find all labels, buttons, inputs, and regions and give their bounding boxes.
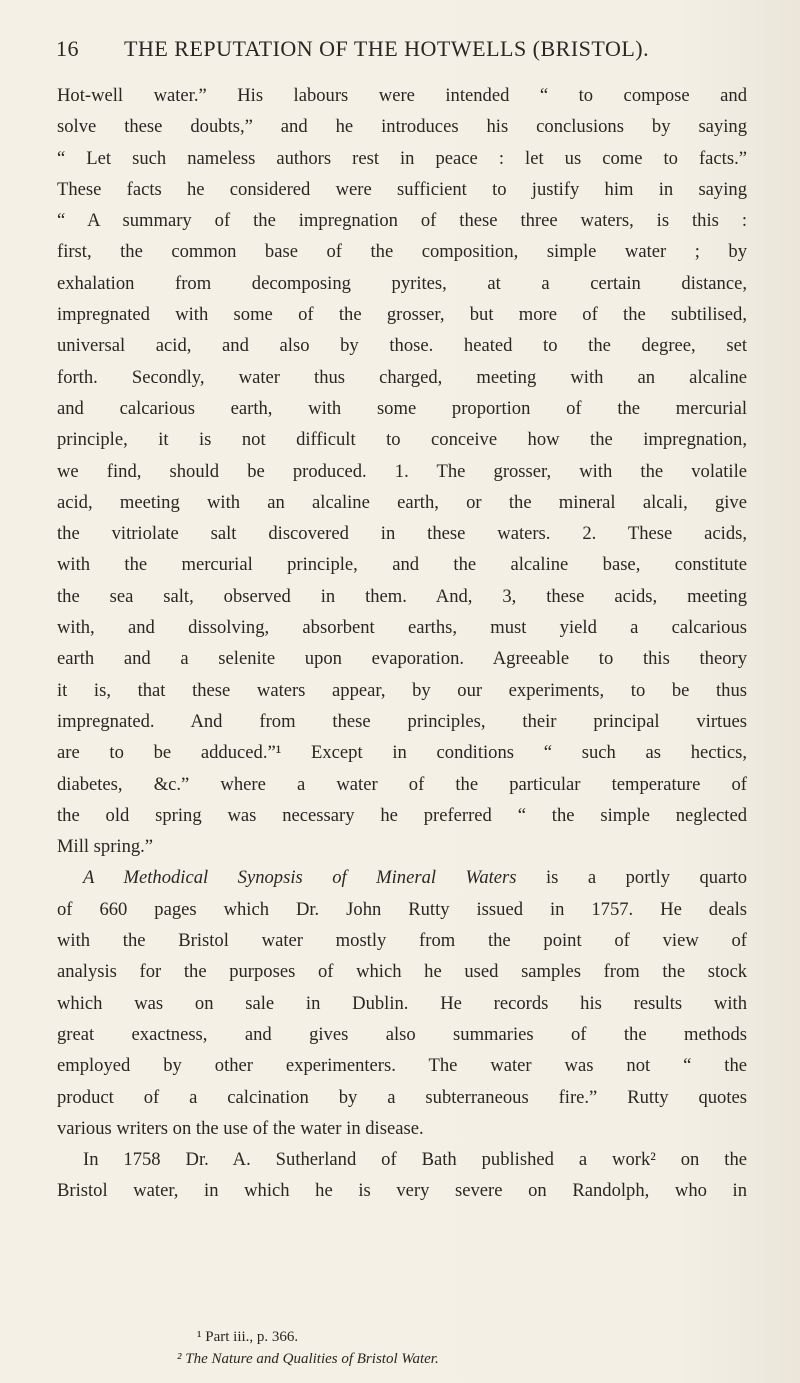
text-line: are to be adduced.”¹ Except in conditions “ such as hectics, xyxy=(57,742,747,764)
text-line: These facts he considered were sufficient to justify him in saying xyxy=(57,178,747,200)
running-title: THE REPUTATION OF THE HOTWELLS (BRISTOL). xyxy=(124,36,650,61)
page-number: 16 xyxy=(56,36,79,61)
text-line: which was on sale in Dublin. He records his results with xyxy=(57,992,747,1014)
text-line: first, the common base of the composition, simple water ; by xyxy=(57,241,747,263)
text-line: earth and a selenite upon evaporation. Agreeable to this theory xyxy=(57,648,747,670)
text-line: solve these doubts,” and he introduces his conclusions by saying xyxy=(57,116,747,138)
text-line: Hot-well water.” His labours were intended “ to compose and xyxy=(57,85,747,106)
body-text xyxy=(57,80,747,1207)
footnote-2: ² The Nature and Qualities of Bristol Water. xyxy=(177,1351,439,1367)
text-line: of 660 pages which Dr. John Rutty issued in 1757. He deals xyxy=(57,898,747,920)
text-line: product of a calcination by a subterraneous fire.” Rutty quotes xyxy=(57,1086,747,1108)
text-line: employed by other experimenters. The water was not “ the xyxy=(57,1055,747,1077)
text-line: acid, meeting with an alcaline earth, or the mineral alcali, give xyxy=(57,491,747,513)
text-line: “ Let such nameless authors rest in peace : let us come to facts.” xyxy=(57,147,747,169)
text-line: various writers on the use of the water in disease. xyxy=(57,1117,424,1139)
text-line: impregnated. And from these principles, their principal virtues xyxy=(57,710,747,732)
text-line: and calcarious earth, with some proportion of the mercurial xyxy=(57,397,747,419)
text-line: impregnated with some of the grosser, but more of the subtilised, xyxy=(57,304,747,326)
text-line: diabetes, &c.” where a water of the particular temperature of xyxy=(57,773,747,795)
text-line: “ A summary of the impregnation of these three waters, is this : xyxy=(57,210,747,232)
footnote-1: ¹ Part iii., p. 366. xyxy=(197,1329,299,1345)
text-line: with the Bristol water mostly from the point of view of xyxy=(57,930,747,952)
footnotes xyxy=(57,1326,747,1370)
text-line: forth. Secondly, water thus charged, meeting with an alcaline xyxy=(57,366,747,388)
text-line: Mill spring.” xyxy=(57,836,154,858)
text-line: the vitriolate salt discovered in these waters. 2. These acids, xyxy=(57,523,747,545)
text-line: with, and dissolving, absorbent earths, must yield a calcarious xyxy=(57,617,747,639)
text-line: Bristol water, in which he is very severe on Randolph, who in xyxy=(57,1180,747,1202)
text-line: A Methodical Synopsis of Mineral Waters is a portly quarto xyxy=(83,867,747,889)
text-line: principle, it is not difficult to conceive how the impregnation, xyxy=(57,429,747,451)
text-line: we find, should be produced. 1. The grosser, with the volatile xyxy=(57,460,747,482)
text-line: In 1758 Dr. A. Sutherland of Bath published a work² on the xyxy=(83,1149,747,1171)
text-line: great exactness, and gives also summaries of the methods xyxy=(57,1023,747,1045)
text-line: exhalation from decomposing pyrites, at a certain distance, xyxy=(57,272,747,294)
text-line: it is, that these waters appear, by our experiments, to be thus xyxy=(57,679,747,701)
text-line: analysis for the purposes of which he used samples from the stock xyxy=(57,961,747,983)
text-line: with the mercurial principle, and the alcaline base, constitute xyxy=(57,554,747,576)
text-line: the old spring was necessary he preferred “ the simple neglected xyxy=(57,804,747,826)
text-line: universal acid, and also by those. heated to the degree, set xyxy=(57,335,747,357)
text-line: the sea salt, observed in them. And, 3, these acids, meeting xyxy=(57,585,747,607)
running-header xyxy=(56,36,756,62)
